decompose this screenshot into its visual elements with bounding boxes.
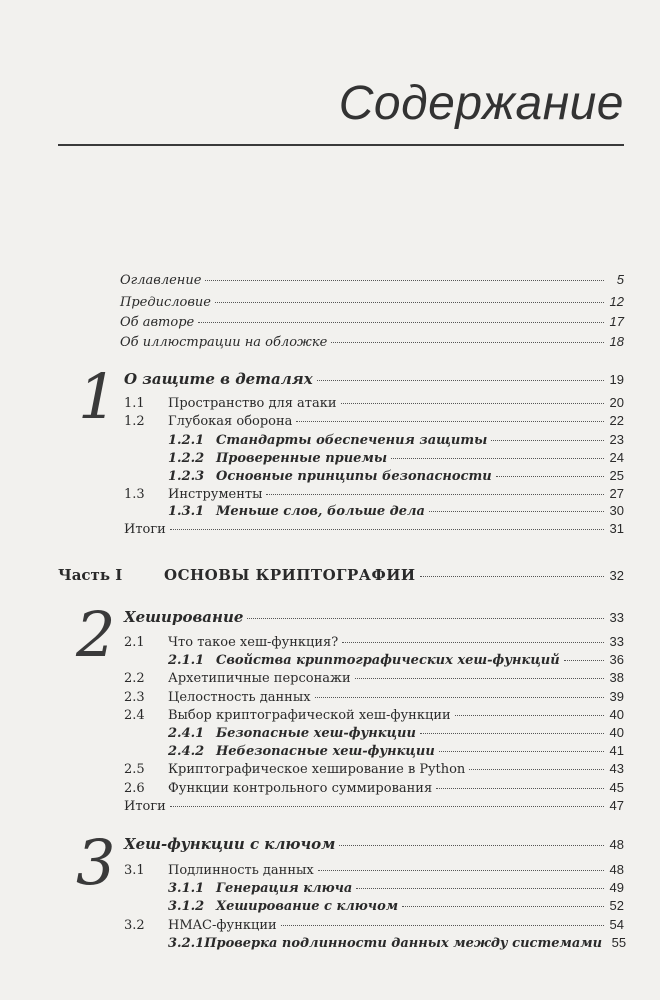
toc-entry-subsection[interactable]: 3.1.2 Хеширование с ключом 52: [168, 898, 624, 914]
toc-entry-section[interactable]: 1.3 Инструменты 27: [124, 486, 624, 502]
toc-entry-subsection[interactable]: 2.1.1 Свойства криптографических хеш-функций 36: [168, 652, 624, 668]
dot-leader: [420, 576, 604, 577]
dot-leader: [491, 440, 604, 441]
dot-leader: [205, 280, 604, 281]
dot-leader: [469, 769, 604, 770]
toc-entry-section[interactable]: 1.2 Глубокая оборона 22: [124, 413, 624, 429]
toc-chapter-heading[interactable]: Хеш-функции с ключом 48: [124, 835, 624, 853]
page-title: Содержание: [338, 77, 624, 130]
toc-entry-summary[interactable]: Итоги 31: [124, 521, 624, 537]
toc-entry-subsection[interactable]: 3.2.1 Проверка подлинности данных между системами 55: [168, 935, 627, 951]
toc-chapter-heading[interactable]: Хеширование 33: [124, 608, 624, 626]
dot-leader: [266, 494, 604, 495]
dot-leader: [496, 476, 604, 477]
toc-entry-front[interactable]: Оглавление 5: [120, 272, 624, 288]
dot-leader: [420, 733, 604, 734]
dot-leader: [455, 715, 604, 716]
dot-leader: [429, 511, 604, 512]
toc-entry-front[interactable]: Об иллюстрации на обложке 18: [120, 334, 624, 350]
dot-leader: [356, 888, 604, 889]
dot-leader: [170, 806, 604, 807]
chapter-number: 3: [76, 826, 116, 899]
dot-leader: [170, 529, 604, 530]
dot-leader: [391, 458, 604, 459]
toc-entry-section[interactable]: 1.1 Пространство для атаки 20: [124, 395, 624, 411]
toc-entry-section[interactable]: 2.5 Криптографическое хеширование в Python 43: [124, 761, 624, 777]
toc-entry-section[interactable]: 3.2 HMAC-функции 54: [124, 917, 624, 933]
dot-leader: [281, 925, 604, 926]
toc-entry-section[interactable]: 2.4 Выбор криптографической хеш-функции 40: [124, 707, 624, 723]
toc-entry-front[interactable]: Предисловие 12: [120, 294, 624, 310]
dot-leader: [342, 642, 604, 643]
chapter-number: 2: [76, 598, 116, 671]
toc-entry-section[interactable]: 2.2 Архетипичные персонажи 38: [124, 670, 624, 686]
dot-leader: [215, 302, 604, 303]
toc-entry-subsection[interactable]: 1.2.1 Стандарты обеспечения защиты 23: [168, 432, 624, 448]
chapter-number: 1: [78, 360, 118, 433]
toc-entry-subsection[interactable]: 2.4.1 Безопасные хеш-функции 40: [168, 725, 624, 741]
dot-leader: [436, 788, 604, 789]
dot-leader: [339, 845, 604, 846]
toc-entry-section[interactable]: 2.6 Функции контрольного суммирования 45: [124, 780, 624, 796]
toc-entry-subsection[interactable]: 2.4.2 Небезопасные хеш-функции 41: [168, 743, 624, 759]
dot-leader: [355, 678, 604, 679]
dot-leader: [247, 618, 604, 619]
toc-entry-subsection[interactable]: 1.2.3 Основные принципы безопасности 25: [168, 468, 624, 484]
toc-entry-subsection[interactable]: 3.1.1 Генерация ключа 49: [168, 880, 624, 896]
dot-leader: [564, 660, 604, 661]
toc-part-heading[interactable]: Часть I ОСНОВЫ КРИПТОГРАФИИ 32: [58, 566, 624, 584]
toc-entry-front[interactable]: Об авторе 17: [120, 314, 624, 330]
toc-chapter-heading[interactable]: О защите в деталях 19: [124, 370, 624, 388]
toc-entry-section[interactable]: 2.1 Что такое хеш-функция? 33: [124, 634, 624, 650]
dot-leader: [317, 380, 604, 381]
toc-entry-section[interactable]: 3.1 Подлинность данных 48: [124, 862, 624, 878]
toc-entry-subsection[interactable]: 1.2.2 Проверенные приемы 24: [168, 450, 624, 466]
dot-leader: [296, 421, 604, 422]
dot-leader: [439, 751, 604, 752]
dot-leader: [341, 403, 604, 404]
toc-entry-summary[interactable]: Итоги 47: [124, 798, 624, 814]
dot-leader: [402, 906, 604, 907]
toc-entry-subsection[interactable]: 1.3.1 Меньше слов, больше дела 30: [168, 503, 624, 519]
dot-leader: [315, 697, 604, 698]
dot-leader: [318, 870, 604, 871]
dot-leader: [331, 342, 604, 343]
dot-leader: [198, 322, 604, 323]
toc-entry-section[interactable]: 2.3 Целостность данных 39: [124, 689, 624, 705]
